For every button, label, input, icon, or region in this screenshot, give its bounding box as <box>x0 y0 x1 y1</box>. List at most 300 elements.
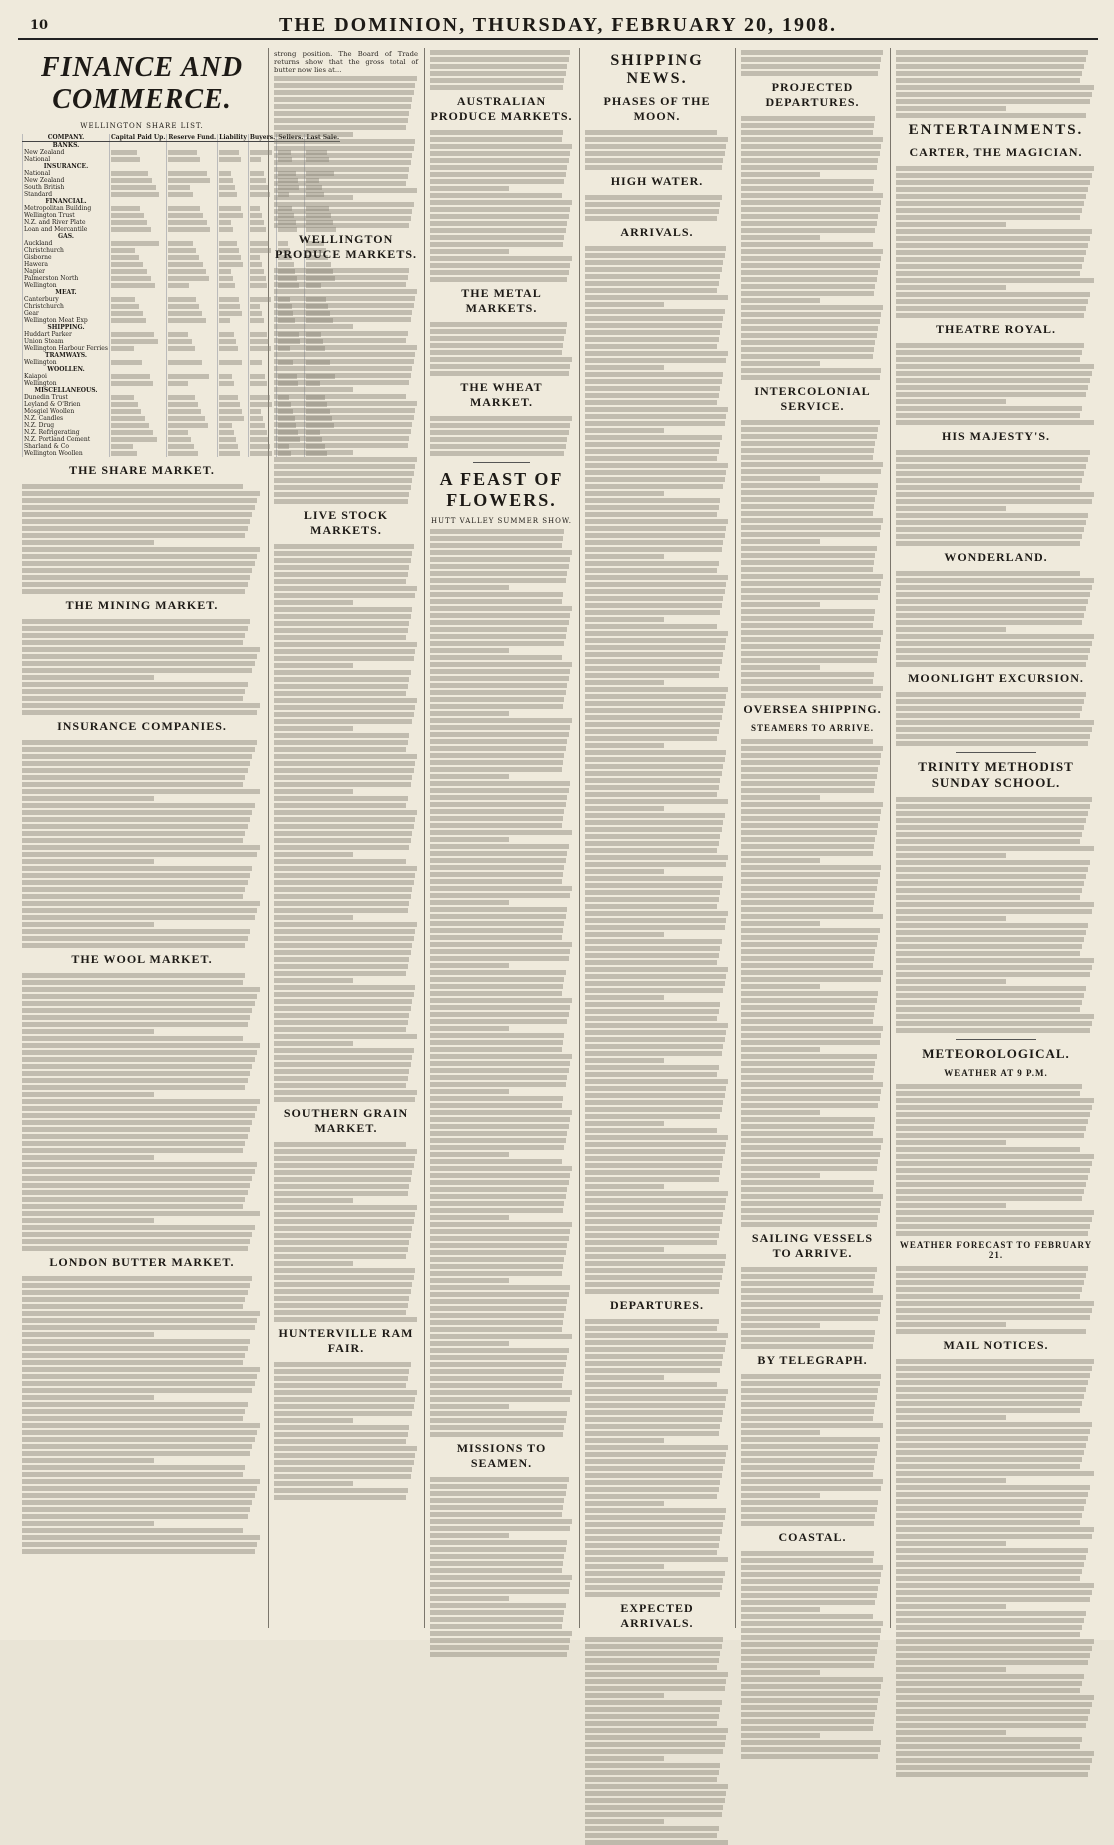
text-line <box>430 1026 509 1031</box>
text-line <box>896 1611 1086 1616</box>
text-line <box>22 768 248 773</box>
text-line <box>741 361 820 366</box>
text-line <box>22 866 252 871</box>
text-line <box>430 1138 566 1143</box>
text-line <box>430 1512 562 1517</box>
article-body <box>741 116 884 380</box>
text-line <box>896 818 1086 823</box>
text-line <box>274 1369 409 1374</box>
text-line <box>585 1550 717 1555</box>
text-line <box>896 986 1086 991</box>
company-cell: BANKS. <box>23 142 110 150</box>
text-line <box>430 423 570 428</box>
value-cell <box>109 142 166 150</box>
text-line <box>274 670 411 675</box>
text-line <box>274 656 414 661</box>
table-header: Capital Paid Up. <box>110 134 166 141</box>
text-line <box>22 1015 250 1020</box>
text-line <box>896 1224 1090 1229</box>
text-line <box>896 839 1080 844</box>
high-water-heading: HIGH WATER. <box>610 174 704 188</box>
article-body <box>430 529 573 1437</box>
text-line <box>741 970 883 975</box>
text-line <box>741 1274 875 1279</box>
text-line <box>741 928 880 933</box>
text-line <box>896 1597 1090 1602</box>
text-line <box>22 582 248 587</box>
text-line <box>741 319 880 324</box>
text-line <box>741 448 874 453</box>
text-line <box>585 1275 722 1280</box>
value-cell <box>248 366 276 373</box>
company-cell: MEAT. <box>23 289 110 296</box>
text-line <box>896 727 1092 732</box>
text-line <box>430 1278 509 1283</box>
text-line <box>741 347 874 352</box>
text-line <box>22 1325 255 1330</box>
text-line <box>430 543 562 548</box>
value-cell <box>167 219 218 226</box>
text-line <box>896 1359 1094 1364</box>
text-line <box>585 610 720 615</box>
text-line <box>430 753 564 758</box>
text-line <box>896 741 1088 746</box>
value-cell <box>109 177 166 184</box>
text-line <box>741 1295 883 1300</box>
steamers-heading: STEAMERS TO ARRIVE. <box>751 723 874 733</box>
mining-heading: THE MINING MARKET. <box>65 598 219 612</box>
text-line <box>22 1304 243 1309</box>
text-line <box>274 408 415 413</box>
text-line <box>585 918 726 923</box>
article-body <box>741 1267 884 1349</box>
text-line <box>896 1287 1082 1292</box>
text-line <box>741 277 877 282</box>
company-cell: Wellington <box>23 380 110 387</box>
text-line <box>585 456 717 461</box>
text-line <box>741 71 878 76</box>
text-line <box>896 1182 1086 1187</box>
text-line <box>896 937 1084 942</box>
value-cell <box>248 226 276 233</box>
text-line <box>896 944 1082 949</box>
text-line <box>430 921 564 926</box>
text-line <box>430 1610 564 1615</box>
text-line <box>896 385 1088 390</box>
company-cell: Leyland & O'Brien <box>23 401 110 408</box>
text-line <box>274 104 411 109</box>
text-line <box>741 539 820 544</box>
text-line <box>585 372 723 377</box>
text-line <box>741 739 873 744</box>
text-line <box>896 236 1090 241</box>
text-line <box>585 1149 725 1154</box>
text-line <box>430 1498 564 1503</box>
text-line <box>741 172 820 177</box>
text-line <box>585 386 720 391</box>
text-line <box>896 1492 1088 1497</box>
text-line <box>430 1019 567 1024</box>
text-line <box>430 1397 570 1402</box>
text-line <box>430 1131 567 1136</box>
text-line <box>430 1054 572 1059</box>
company-cell: Kaiapoi <box>23 373 110 380</box>
text-line <box>22 1311 260 1316</box>
text-line <box>22 894 243 899</box>
text-line <box>274 317 411 322</box>
text-line <box>896 1653 1090 1658</box>
text-line <box>741 1726 873 1731</box>
text-line <box>896 292 1090 297</box>
value-cell <box>248 261 276 268</box>
text-line <box>741 305 883 310</box>
value-cell <box>167 380 218 387</box>
text-line <box>585 540 723 545</box>
article-body <box>430 130 573 282</box>
text-line <box>896 825 1084 830</box>
text-line <box>22 1276 252 1281</box>
text-line <box>741 637 881 642</box>
text-line <box>585 1009 719 1014</box>
text-line <box>896 113 1086 118</box>
text-line <box>741 1635 880 1640</box>
value-cell <box>109 338 166 345</box>
text-line <box>274 1282 412 1287</box>
value-cell <box>167 233 218 240</box>
text-line <box>741 1572 881 1577</box>
text-line <box>896 662 1086 667</box>
text-line <box>585 1501 664 1506</box>
text-line <box>585 995 664 1000</box>
text-line <box>896 1373 1090 1378</box>
text-line <box>585 1205 725 1210</box>
text-line <box>585 288 717 293</box>
text-line <box>585 246 726 251</box>
text-line <box>585 575 728 580</box>
text-line <box>274 1034 417 1039</box>
value-cell <box>109 289 166 296</box>
text-line <box>430 1404 509 1409</box>
text-line <box>896 804 1090 809</box>
text-line <box>274 478 412 483</box>
text-line <box>896 1408 1080 1413</box>
value-cell <box>109 310 166 317</box>
text-line <box>22 838 243 843</box>
arrivals-heading: ARRIVALS. <box>620 225 694 239</box>
text-line <box>896 1273 1086 1278</box>
text-line <box>741 1402 875 1407</box>
text-line <box>430 1561 563 1566</box>
text-line <box>430 1554 564 1559</box>
text-line <box>585 1417 722 1422</box>
value-cell <box>248 380 276 387</box>
text-line <box>896 180 1090 185</box>
text-line <box>585 1121 664 1126</box>
text-line <box>896 1154 1094 1159</box>
text-line <box>274 698 417 703</box>
text-line <box>896 1744 1080 1749</box>
text-line <box>430 158 569 163</box>
value-cell <box>218 366 249 373</box>
text-line <box>896 979 1006 984</box>
text-line <box>741 214 878 219</box>
text-line <box>274 838 411 843</box>
text-line <box>274 1390 417 1395</box>
text-line <box>22 994 257 999</box>
text-line <box>274 338 406 343</box>
text-line <box>274 957 409 962</box>
southern-grain-heading: SOUTHERN GRAIN MARKET. <box>283 1106 409 1135</box>
text-line <box>741 1521 874 1526</box>
text-line <box>22 661 255 666</box>
text-line <box>585 379 722 384</box>
text-line <box>585 1086 726 1091</box>
text-line <box>896 797 1092 802</box>
value-cell <box>167 296 218 303</box>
text-line <box>585 1812 722 1817</box>
text-line <box>430 1603 566 1608</box>
article-body <box>585 195 729 221</box>
article-body <box>430 1477 573 1657</box>
magician-heading: CARTER, THE MAGICIAN. <box>909 145 1083 159</box>
text-line <box>741 151 880 156</box>
text-line <box>896 1555 1086 1560</box>
text-line <box>741 441 875 446</box>
text-line <box>274 492 409 497</box>
text-line <box>741 511 873 516</box>
value-cell <box>109 436 166 443</box>
text-line <box>22 740 257 745</box>
company-cell: Gear <box>23 310 110 317</box>
text-line <box>896 1007 1080 1012</box>
company-cell: TRAMWAYS. <box>23 352 110 359</box>
text-line <box>896 1415 1006 1420</box>
value-cell <box>248 191 276 198</box>
text-line <box>22 817 250 822</box>
butter-heading: LONDON BUTTER MARKET. <box>49 1255 235 1269</box>
text-line <box>896 972 1090 977</box>
text-line <box>22 1113 255 1118</box>
company-cell: Wellington <box>23 282 110 289</box>
share-list-title: WELLINGTON SHARE LIST. <box>80 122 204 130</box>
text-line <box>430 886 572 891</box>
text-line <box>274 845 409 850</box>
text-line <box>274 1495 406 1500</box>
text-line <box>896 1751 1094 1756</box>
text-line <box>741 1054 877 1059</box>
text-line <box>22 973 245 978</box>
text-line <box>430 774 509 779</box>
text-line <box>896 585 1092 590</box>
text-line <box>274 677 409 682</box>
text-line <box>430 676 569 681</box>
value-cell <box>167 338 218 345</box>
text-line <box>430 221 567 226</box>
article-body <box>22 484 262 594</box>
company-cell: Mosgiel Woollen <box>23 408 110 415</box>
value-cell <box>218 191 249 198</box>
text-line <box>896 853 1006 858</box>
text-line <box>896 1112 1090 1117</box>
hunterville-heading: HUNTERVILLE RAM FAIR. <box>278 1326 414 1355</box>
text-line <box>585 1791 726 1796</box>
text-line <box>741 816 880 821</box>
text-line <box>22 1297 245 1302</box>
text-line <box>22 1218 154 1223</box>
text-line <box>741 616 874 621</box>
text-line <box>585 1438 664 1443</box>
text-line <box>430 200 572 205</box>
text-line <box>896 1168 1090 1173</box>
text-line <box>430 137 562 142</box>
value-cell <box>167 177 218 184</box>
text-line <box>741 1005 875 1010</box>
text-line <box>274 366 412 371</box>
text-line <box>274 146 414 151</box>
table-header: Last Sale. <box>306 134 340 141</box>
text-line <box>274 649 415 654</box>
text-line <box>22 1367 260 1372</box>
value-cell <box>109 373 166 380</box>
text-line <box>585 130 717 135</box>
text-line <box>896 78 1080 83</box>
text-line <box>741 942 877 947</box>
text-line <box>585 806 664 811</box>
text-line <box>430 186 509 191</box>
text-line <box>22 1332 154 1337</box>
divider <box>956 1039 1036 1040</box>
text-line <box>585 137 728 142</box>
value-cell <box>109 380 166 387</box>
text-line <box>585 330 720 335</box>
text-line <box>430 50 570 55</box>
value-cell <box>218 261 249 268</box>
table-header: Buyers. <box>249 134 276 141</box>
text-line <box>430 1383 562 1388</box>
value-cell <box>218 233 249 240</box>
text-line <box>585 974 726 979</box>
text-line <box>741 956 874 961</box>
text-line <box>896 1028 1090 1033</box>
text-line <box>22 1409 245 1414</box>
text-line <box>22 1176 252 1181</box>
value-cell <box>218 415 249 422</box>
text-line <box>430 816 563 821</box>
text-line <box>430 1645 569 1650</box>
text-line <box>274 1076 408 1081</box>
text-line <box>430 1145 564 1150</box>
value-cell <box>218 177 249 184</box>
text-line <box>430 760 563 765</box>
text-line <box>22 1036 243 1041</box>
text-line <box>274 985 415 990</box>
text-line <box>585 1268 723 1273</box>
text-line <box>896 1765 1090 1770</box>
text-line <box>430 956 569 961</box>
value-cell <box>218 289 249 296</box>
text-line <box>896 485 1080 490</box>
text-line <box>896 392 1086 397</box>
text-line <box>585 1651 720 1656</box>
text-line <box>430 1477 569 1482</box>
text-line <box>22 1071 250 1076</box>
text-line <box>22 922 154 927</box>
text-line <box>741 1409 874 1414</box>
text-line <box>896 1548 1088 1553</box>
value-cell <box>109 317 166 324</box>
text-line <box>585 1424 720 1429</box>
text-line <box>430 1652 567 1657</box>
text-line <box>896 173 1092 178</box>
text-line <box>741 1486 881 1491</box>
text-line <box>585 911 728 916</box>
text-line <box>430 669 570 674</box>
value-cell <box>167 240 218 247</box>
moonlight-heading: MOONLIGHT EXCURSION. <box>908 671 1084 685</box>
text-line <box>896 499 1092 504</box>
text-line <box>896 1562 1084 1567</box>
text-line <box>22 1283 250 1288</box>
value-cell <box>218 338 249 345</box>
table-header: Sellers. <box>278 134 304 141</box>
text-line <box>741 1267 877 1272</box>
text-line <box>741 193 883 198</box>
text-line <box>896 513 1088 518</box>
text-line <box>741 1558 873 1563</box>
text-line <box>585 687 728 692</box>
intercolonial-heading: INTERCOLONIAL SERVICE. <box>754 384 871 413</box>
text-line <box>22 1148 243 1153</box>
text-line <box>430 1243 567 1248</box>
text-line <box>430 907 567 912</box>
text-line <box>741 228 875 233</box>
text-line <box>741 1194 883 1199</box>
text-line <box>274 1177 411 1182</box>
text-line <box>896 1457 1082 1462</box>
text-line <box>741 595 878 600</box>
value-cell <box>109 282 166 289</box>
text-line <box>741 462 883 467</box>
text-line <box>274 118 408 123</box>
text-line <box>430 795 567 800</box>
text-line <box>585 1445 728 1450</box>
text-line <box>585 1714 719 1719</box>
value-cell <box>109 247 166 254</box>
text-line <box>430 1320 563 1325</box>
text-line <box>896 1709 1090 1714</box>
text-line <box>896 1380 1088 1385</box>
text-line <box>274 1446 417 1451</box>
text-line <box>741 865 881 870</box>
value-cell <box>109 170 166 177</box>
text-line <box>585 1037 725 1042</box>
text-line <box>22 1395 154 1400</box>
text-line <box>22 1085 245 1090</box>
article-body <box>896 1084 1096 1236</box>
text-line <box>430 1348 569 1353</box>
text-line <box>585 729 719 734</box>
text-line <box>585 561 719 566</box>
text-line <box>896 692 1086 697</box>
text-line <box>896 1625 1082 1630</box>
text-line <box>741 1075 873 1080</box>
text-line <box>896 613 1084 618</box>
text-line <box>430 193 562 198</box>
text-line <box>430 1582 570 1587</box>
article-body <box>896 571 1096 667</box>
value-cell <box>248 170 276 177</box>
text-line <box>430 620 569 625</box>
